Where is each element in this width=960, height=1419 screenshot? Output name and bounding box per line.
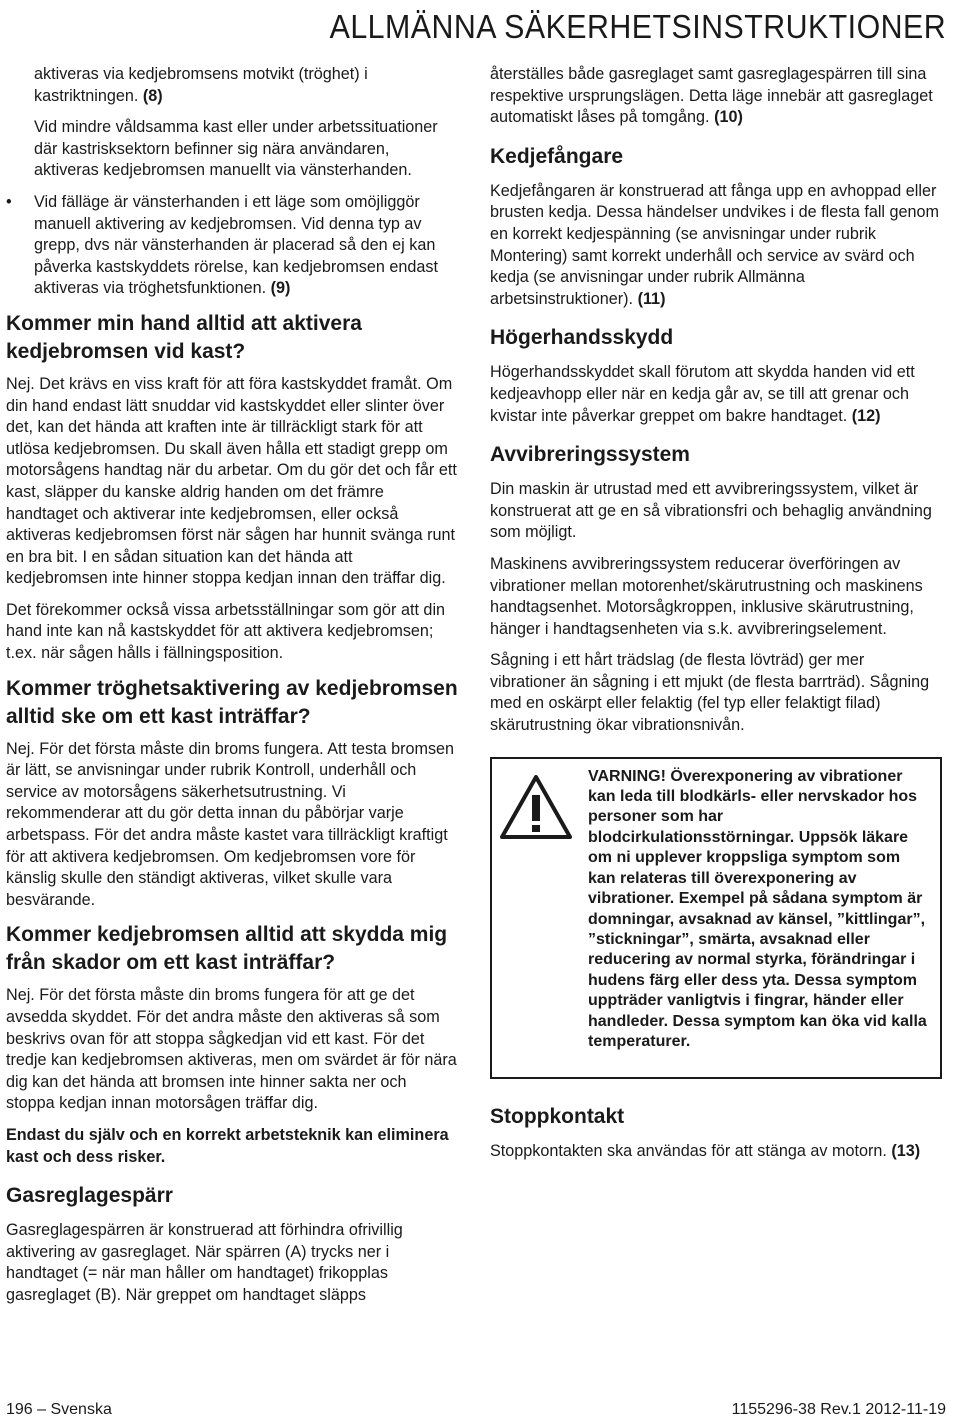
heading-chain-catcher: Kedjefångare	[490, 144, 624, 168]
warning-text: VARNING! Överexponering av vibrationer kan leda till blodkärls- eller nervskador hos personer som har blodcirkulationsstörningar. Uppsök läkare om ni upplever kroppsliga symptom som kan relateras till överexponering av vibrationer. Exempel på sådana symptom är domningar, avsaknad av känsel, ”kittlingar”, ”stickningar”, smärta, avsaknad eller reducering av normal styrka, förändringar i hudens färg eller dess yta. Dessa symptom uppträder vanligtvis i fingrar, händer eller handleder. Dessa symptom kan öka vid kalla temperaturer.	[588, 767, 927, 1050]
paragraph-text: Högerhandsskyddet skall förutom att skydda handen vid ett kedjeavhopp eller när en kedja går av, se till att grenar och kvistar inte påverkar greppet om bakre handtaget.	[490, 363, 915, 425]
paragraph-vibration-intro: Din maskin är utrustad med ett avvibreringssystem, vilket är konstruerat att ge en så vibrationsfri och behaglig användning som möjligt.	[490, 480, 932, 542]
heading-inertia-activation: Kommer tröghetsaktivering av kedjebromsen alltid ske om ett kast inträffar?	[6, 676, 458, 728]
paragraph-correct-technique: Endast du själv och en korrekt arbetsteknik kan eliminera kast och dess risker.	[6, 1125, 449, 1166]
paragraph-chain-catcher	[490, 181, 942, 311]
paragraph-vibration-wood: Sågning i ett hårt trädslag (de flesta lövträd) ger mer vibrationer än sågning i ett mjukt (de flesta barrträd). Sågning med en oskärpt eller felaktig (fel typ eller felaktigt filad) skärutrustning ökar vibrationsnivån.	[490, 651, 930, 735]
figure-ref: (9)	[270, 279, 291, 298]
warning-box	[490, 757, 942, 1079]
paragraph-inertia-activation: Nej. För det första måste din broms fungera. Att testa bromsen är lätt, se anvisningar under rubrik Kontroll, underhåll och service av motorsågens säkerhetsutrustning. Vi rekommenderar att du gör detta innan du påbörjar varje arbetspass. För det andra måste kastet vara tillräckligt kraftigt för att aktivera kedjebromsen. Om kedjebromsen vore för känslig skulle den ständigt aktiveras, vilket skulle vara besvärande.	[6, 739, 455, 909]
paragraph-text: återställes både gasreglaget samt gasreglagespärren till sina respektive ursprungslägen. Detta läge innebär att gasreglaget automatiskt låses på tomgång.	[490, 65, 933, 127]
paragraph-right-hand-guard	[490, 362, 942, 427]
figure-ref: (11)	[637, 289, 666, 308]
figure-ref: (8)	[142, 86, 163, 105]
figure-ref: (10)	[714, 108, 743, 127]
paragraph-inertia-cont	[6, 64, 458, 107]
right-column	[490, 64, 942, 1172]
paragraph-work-positions: Det förekommer också vissa arbetsställningar som gör att din hand inte kan nå kastskyddet för att aktivera kedjebromsen; t.ex. när sågen hålls i fällningsposition.	[6, 600, 446, 663]
document-id: 1155296-38 Rev.1 2012-11-19	[731, 1401, 946, 1418]
page-title: ALLMÄNNA SÄKERHETSINSTRUKTIONER	[329, 8, 946, 45]
left-column	[6, 64, 458, 1317]
heading-throttle-lockout: Gasreglagespärr	[6, 1184, 173, 1208]
heading-anti-vibration: Avvibreringssystem	[490, 443, 690, 467]
figure-ref: (13)	[891, 1141, 921, 1160]
paragraph-text: Stoppkontakten ska användas för att stänga av motorn.	[490, 1141, 887, 1160]
heading-stop-switch: Stoppkontakt	[490, 1104, 625, 1128]
paragraph-throttle-reset	[490, 64, 942, 129]
paragraph-text: Kedjefångaren är konstruerad att fånga upp en avhoppad eller brusten kedja. Dessa händelser undvikes i de flesta fall genom en korrekt kedjespänning (se anvisningar under rubrik Montering) samt korrekt underhåll och service av svärd och kedja (se anvisningar under rubrik Allmänna arbetsinstruktioner).	[490, 181, 940, 308]
paragraph-vibration-system: Maskinens avvibreringssystem reducerar överföringen av vibrationer mellan motorenhet/skärutrustning och maskinens handtagsenhet. Motorsågkroppen, inklusive skärutrustning, hänger i handtagsenheten via s.k. avvibreringselement.	[490, 554, 923, 638]
paragraph-hand-activation: Nej. Det krävs en viss kraft för att föra kastskyddet framåt. Om din hand endast lätt snuddar vid kastskyddet eller slinter över det, kan det hända att kraften inte är tillräckligt stark för att utlösa kedjebromsen. Du skall även hålla ett stadigt grepp om motorsågens handtag när du arbetar. Om du gör det och får ett kast, släpper du kanske aldrig handen om det främre handtaget och aktiverar inte kedjebromsen, eller också aktiveras kedjebromsen först när sågen har hunnit svänga runt en bra bit. I en sådan situation kan det hända att kedjebromsen inte hinner stoppa kedjan innan den träffar dig.	[6, 374, 457, 588]
heading-hand-activation: Kommer min hand alltid att aktivera kedjebromsen vid kast?	[6, 311, 362, 363]
paragraph-stop-switch	[490, 1141, 942, 1163]
paragraph-throttle-lockout: Gasreglagespärren är konstruerad att förhindra ofrivillig aktivering av gasreglaget. När spärren (A) trycks ner i handtaget (= när man håller om handtaget) frikopplas gasreglaget (B). När greppet om handtaget släpps	[6, 1221, 403, 1304]
heading-chain-brake-protect: Kommer kedjebromsen alltid att skydda mig från skador om ett kast inträffar?	[6, 923, 448, 975]
paragraph-chain-brake-protect: Nej. För det första måste din broms fungera för att ge det avsedda skyddet. För det andra måste den aktiveras så som beskrivs ovan för att stoppa sågkedjan vid ett kast. För det tredje kan kedjebromsen aktiveras, men om svärdet är för nära dig kan det hända att bromsen inte hinner sakta ner och stoppa kedjan innan motorsågen träffar dig.	[6, 986, 457, 1113]
page-number: 196 – Svenska	[6, 1401, 112, 1418]
bullet-felling-position	[6, 192, 458, 300]
paragraph-manual-activation: Vid mindre våldsamma kast eller under arbetssituationer där kastrisksektorn befinner sig nära användaren, aktiveras kedjebromsen manuellt via vänsterhanden.	[34, 118, 438, 180]
figure-ref: (12)	[851, 406, 881, 425]
paragraph-text: aktiveras via kedjebromsens motvikt (tröghet) i kastriktningen.	[34, 65, 368, 105]
bullet-text: Vid fälläge är vänsterhanden i ett läge som omöjliggör manuell aktivering av kedjebromsen. Vid denna typ av grepp, dvs när vänsterhanden är placerad så den ej kan påverka kastskyddets rörelse, kan kedjebromsen endast aktiveras via tröghetsfunktionen.	[34, 192, 438, 298]
warning-triangle-icon	[500, 775, 572, 839]
heading-right-hand-guard: Högerhandsskydd	[490, 326, 674, 350]
